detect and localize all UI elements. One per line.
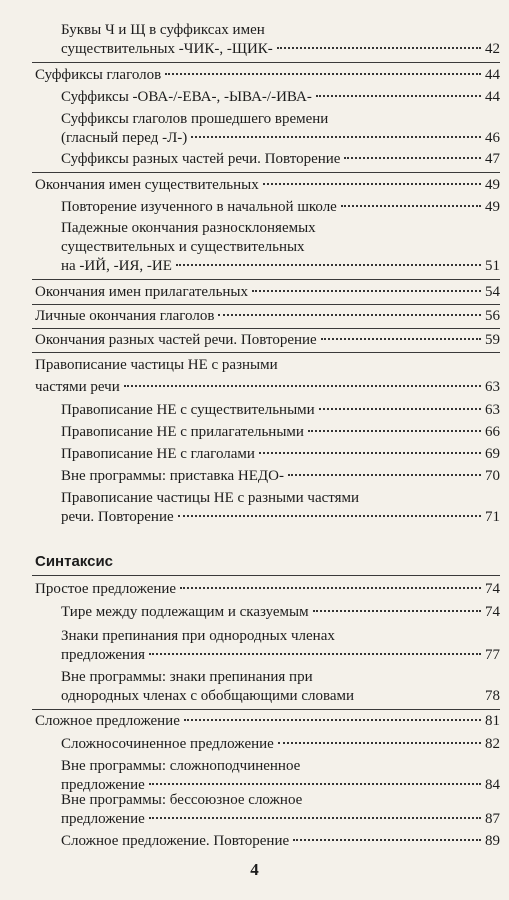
dot-leader — [184, 719, 481, 721]
dot-leader — [191, 136, 481, 138]
divider — [32, 172, 500, 173]
toc-entry[interactable]: Тире между подлежащим и сказуемым 74 — [61, 604, 500, 620]
toc-page-number: 74 — [485, 581, 500, 597]
dot-leader — [308, 430, 481, 432]
divider — [32, 328, 500, 329]
toc-page-number: 77 — [485, 647, 500, 663]
dot-leader — [313, 610, 481, 612]
toc-entry-line: Правописание частицы НЕ с разными — [35, 357, 278, 373]
dot-leader — [218, 314, 481, 316]
toc-entry[interactable]: предложение 87 — [61, 811, 500, 827]
dot-leader — [341, 205, 481, 207]
dot-leader — [149, 783, 481, 785]
toc-page-number: 78 — [485, 688, 500, 704]
dot-leader — [259, 452, 481, 454]
toc-entry[interactable]: Суффиксы глаголов 44 — [35, 67, 500, 83]
toc-entry[interactable]: Сложное предложение. Повторение 89 — [61, 833, 500, 849]
toc-page-number: 56 — [485, 308, 500, 324]
toc-entry[interactable]: речи. Повторение 71 — [61, 509, 500, 525]
toc-entry[interactable]: Вне программы: приставка НЕДО- 70 — [61, 468, 500, 484]
dot-leader — [180, 587, 481, 589]
toc-entry[interactable]: Повторение изученного в начальной школе 49 — [61, 199, 500, 215]
toc-page-number: 63 — [485, 379, 500, 395]
toc-entry[interactable]: предложения 77 — [61, 647, 500, 663]
toc-entry[interactable]: Личные окончания глаголов 56 — [35, 308, 500, 324]
toc-entry[interactable]: однородных членах с обобщающими словами 78 — [61, 688, 500, 704]
toc-entry[interactable]: предложение 84 — [61, 777, 500, 793]
toc-entry[interactable]: на -ИЙ, -ИЯ, -ИЕ 51 — [61, 258, 500, 274]
toc-entry[interactable]: Простое предложение 74 — [35, 581, 500, 597]
dot-leader — [321, 338, 481, 340]
toc-entry-line: Падежные окончания разносклоняемых — [61, 220, 316, 236]
toc-page-number: 42 — [485, 41, 500, 57]
toc-entry-line: Вне программы: знаки препинания при — [61, 669, 313, 685]
toc-entry[interactable]: Суффиксы -ОВА-/-ЕВА-, -ЫВА-/-ИВА- 44 — [61, 89, 500, 105]
toc-page-number: 44 — [485, 89, 500, 105]
dot-leader — [288, 474, 481, 476]
dot-leader — [293, 839, 481, 841]
dot-leader — [252, 290, 481, 292]
toc-entry-line: Знаки препинания при однородных членах — [61, 628, 335, 644]
toc-entry[interactable]: Правописание НЕ с существительными 63 — [61, 402, 500, 418]
divider — [32, 279, 500, 280]
dot-leader — [344, 157, 481, 159]
toc-entry[interactable]: (гласный перед -Л-) 46 — [61, 130, 500, 146]
toc-page-number: 89 — [485, 833, 500, 849]
toc-page-number: 59 — [485, 332, 500, 348]
page-number: 4 — [250, 860, 259, 879]
section-heading: Синтаксис — [35, 553, 114, 570]
toc-page-number: 81 — [485, 713, 500, 729]
toc-entry[interactable]: Правописание НЕ с глаголами 69 — [61, 446, 500, 462]
toc-page-number: 44 — [485, 67, 500, 83]
toc-entry[interactable]: Окончания разных частей речи. Повторение 59 — [35, 332, 500, 348]
toc-page-number: 51 — [485, 258, 500, 274]
toc-page-number: 70 — [485, 468, 500, 484]
divider — [32, 709, 500, 710]
toc-page-number: 54 — [485, 284, 500, 300]
toc-page-number: 69 — [485, 446, 500, 462]
divider — [32, 62, 500, 63]
dot-leader — [149, 817, 481, 819]
toc-page-number: 49 — [485, 199, 500, 215]
divider — [32, 575, 500, 576]
toc-entry[interactable]: Окончания имен прилагательных 54 — [35, 284, 500, 300]
dot-leader — [278, 742, 481, 744]
toc-entry-line: Суффиксы глаголов прошедшего времени — [61, 111, 329, 127]
toc-entry-line: Буквы Ч и Щ в суффиксах имен — [61, 22, 265, 38]
dot-leader — [263, 183, 481, 185]
toc-entry-line: Вне программы: сложноподчиненное — [61, 758, 301, 774]
toc-entry-line: Вне программы: бессоюзное сложное — [61, 792, 303, 808]
toc-entry[interactable]: Окончания имен существительных 49 — [35, 177, 500, 193]
dot-leader — [165, 73, 481, 75]
toc-entry[interactable]: Правописание НЕ с прилагательными 66 — [61, 424, 500, 440]
dot-leader — [176, 264, 481, 266]
dot-leader — [178, 515, 481, 517]
toc-page-number: 46 — [485, 130, 500, 146]
toc-page-number: 63 — [485, 402, 500, 418]
toc-entry[interactable]: Сложное предложение 81 — [35, 713, 500, 729]
toc-page-number: 49 — [485, 177, 500, 193]
toc-entry-line: существительных и существительных — [61, 239, 305, 255]
dot-leader — [277, 47, 481, 49]
toc-entry[interactable]: существительных -ЧИК-, -ЩИК- 42 — [61, 41, 500, 57]
dot-leader — [149, 653, 481, 655]
toc-entry[interactable]: Сложносочиненное предложение 82 — [61, 736, 500, 752]
toc-page-number: 71 — [485, 509, 500, 525]
dot-leader — [316, 95, 481, 97]
toc-page-number: 84 — [485, 777, 500, 793]
dot-leader — [124, 385, 481, 387]
toc-entry-line: Правописание частицы НЕ с разными частями — [61, 490, 360, 506]
toc-page-number: 74 — [485, 604, 500, 620]
divider — [32, 352, 500, 353]
toc-page-number: 87 — [485, 811, 500, 827]
toc-page-number: 47 — [485, 151, 500, 167]
toc-page-number: 66 — [485, 424, 500, 440]
toc-entry[interactable]: частями речи 63 — [35, 379, 500, 395]
dot-leader — [319, 408, 481, 410]
toc-page-number: 82 — [485, 736, 500, 752]
toc-entry[interactable]: Суффиксы разных частей речи. Повторение 47 — [61, 151, 500, 167]
divider — [32, 304, 500, 305]
